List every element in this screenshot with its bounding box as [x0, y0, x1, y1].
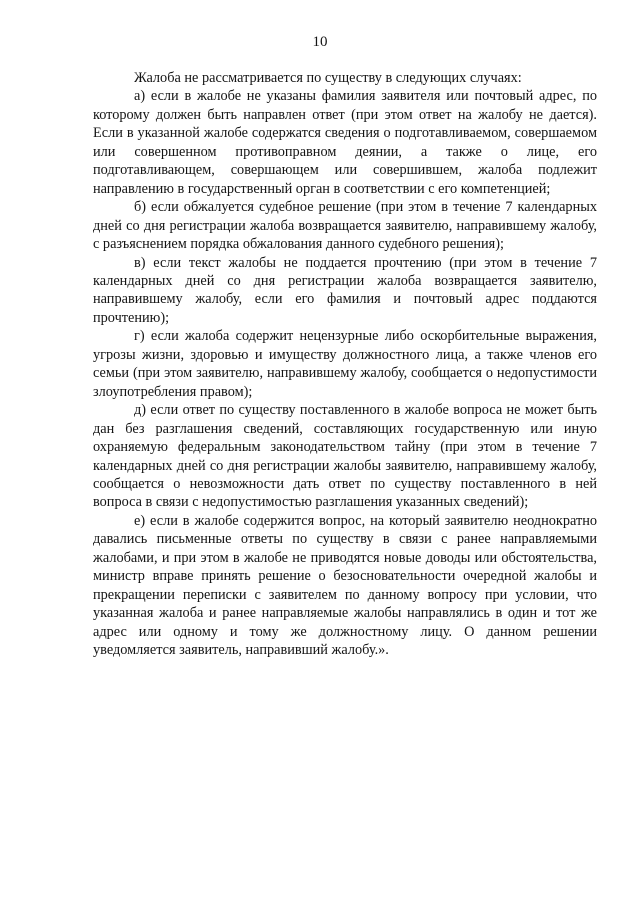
paragraph-item-d: д) если ответ по существу поставленного в жалобе вопроса не может быть дан без разглашения сведений, составляющих государственную или иную охраняемую федеральным законодательством тайну (при этом в течение 7 календарных дней со дня регистрации жалобы заявителю, направившему жалобу, сообщается о невозможности дать ответ по существу поставленного в ней вопроса в связи с недопустимостью разглашения указанных сведений); [93, 402, 597, 511]
paragraph-item-a: а) если в жалобе не указаны фамилия заявителя или почтовый адрес, по которому должен быть направлен ответ (при этом ответ на жалобу не дается). Если в указанной жалобе содержатся сведения о подготавливаемом, совершаемом или совершенном противоправном деянии, а также о лице, его подготавливающем, совершающем или совершившем, жалоба подлежит направлению в государственный орган в соответствии с его компетенцией; [93, 88, 597, 197]
paragraph-item-b: б) если обжалуется судебное решение (при этом в течение 7 календарных дней со дня регистрации жалоба возвращается заявителю, направившему жалобу, с разъяснением порядка обжалования данного судебного решения); [93, 199, 597, 253]
paragraph-item-g: г) если жалоба содержит нецензурные либо оскорбительные выражения, угрозы жизни, здоровью и имуществу должностного лица, а также членов его семьи (при этом заявителю, направившему жалобу, сообщается о недопустимости злоупотребления правом); [93, 328, 597, 400]
document-body [93, 69, 597, 660]
page-number: 10 [312, 34, 328, 50]
paragraph-intro: Жалоба не рассматривается по существу в следующих случаях: [134, 70, 522, 86]
paragraph-item-e: е) если в жалобе содержится вопрос, на который заявителю неоднократно давались письменные ответы по существу в связи с ранее направляемыми жалобами, и при этом в жалобе не приводятся новые доводы или обстоятельства, министр вправе принять решение о безосновательности очередной жалобы и прекращении переписки с заявителем по данному вопросу при условии, что указанная жалоба и ранее направляемые жалобы направлялись в один и тот же адрес или одному и тому же должностному лицу. О данном решении уведомляется заявитель, направивший жалобу.». [93, 512, 597, 659]
paragraph-item-v: в) если текст жалобы не поддается прочтению (при этом в течение 7 календарных дней со дня регистрации жалоба возвращается заявителю, направившему жалобу, если его фамилия и почтовый адрес поддаются прочтению); [93, 254, 597, 326]
